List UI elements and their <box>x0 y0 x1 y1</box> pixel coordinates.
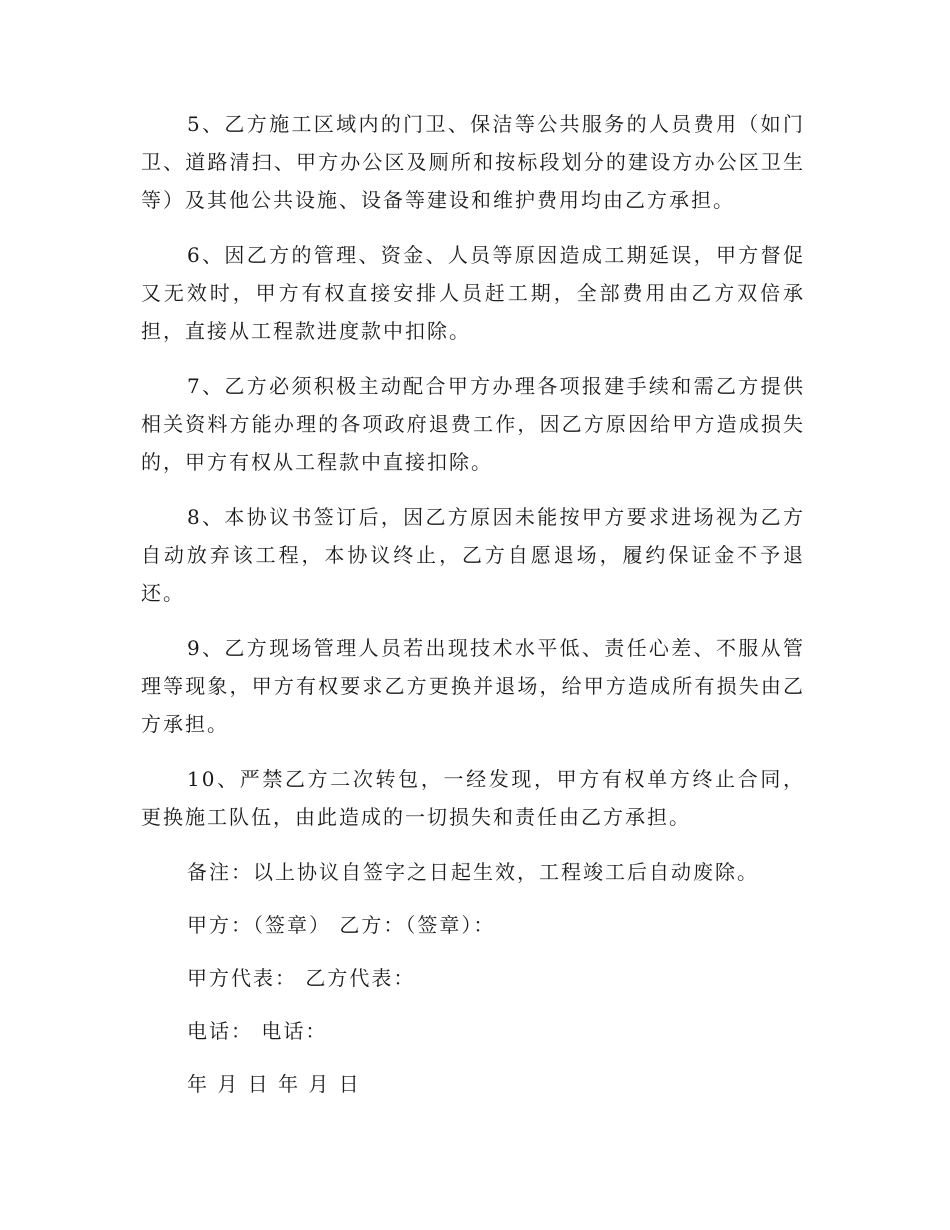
clause-5: 5、乙方施工区域内的门卫、保洁等公共服务的人员费用（如门卫、道路清扫、甲方办公区及厕所和按标段划分的建设方办公区卫生等）及其他公共设施、设备等建设和维护费用均由乙方承担。 <box>141 112 805 212</box>
clause-9: 9、乙方现场管理人员若出现技术水平低、责任心差、不服从管理等现象，甲方有权要求乙方更换并退场，给甲方造成所有损失由乙方承担。 <box>141 636 805 736</box>
clause-6: 6、因乙方的管理、资金、人员等原因造成工期延误，甲方督促又无效时，甲方有权直接安排人员赶工期，全部费用由乙方双倍承担，直接从工程款进度款中扣除。 <box>141 243 805 343</box>
signature-line: 甲方：（签章） 乙方：（签章）： <box>187 913 496 937</box>
date-line: 年 月 日 年 月 日 <box>187 1072 361 1096</box>
representative-line: 甲方代表： 乙方代表： <box>187 966 416 990</box>
clause-8: 8、本协议书签订后，因乙方原因未能按甲方要求进场视为乙方自动放弃该工程，本协议终止，乙方自愿退场，履约保证金不予退还。 <box>141 505 805 605</box>
document-body <box>141 105 805 1118</box>
remark-line: 备注：以上协议自签字之日起生效，工程竣工后自动废除。 <box>187 860 759 884</box>
clause-10: 10、严禁乙方二次转包，一经发现，甲方有权单方终止合同，更换施工队伍，由此造成的一切损失和责任由乙方承担。 <box>141 767 805 829</box>
clause-7: 7、乙方必须积极主动配合甲方办理各项报建手续和需乙方提供相关资料方能办理的各项政府退费工作，因乙方原因给甲方造成损失的，甲方有权从工程款中直接扣除。 <box>141 374 805 474</box>
phone-line: 电话： 电话： <box>187 1019 328 1043</box>
